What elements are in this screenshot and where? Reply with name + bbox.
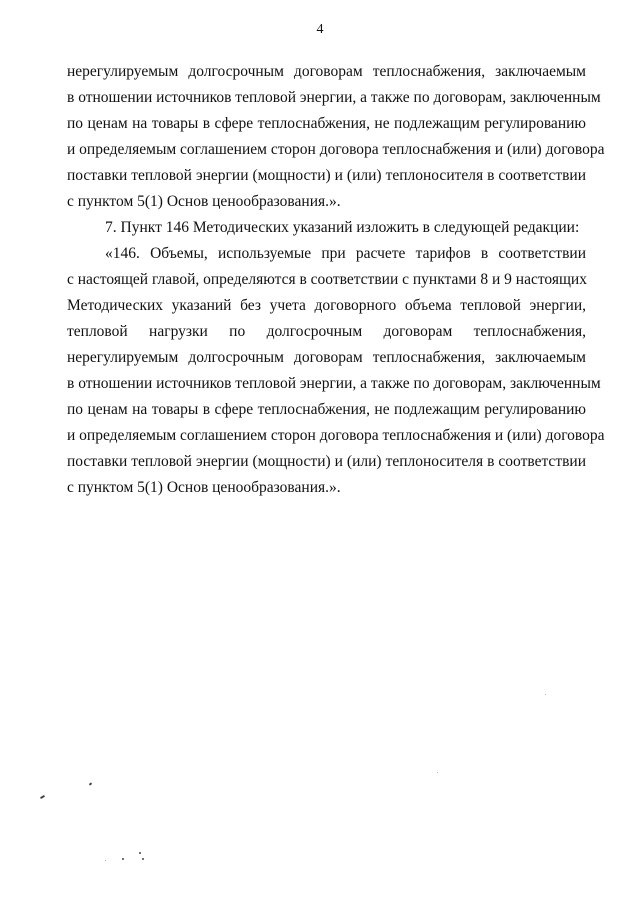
text-line: тепловой нагрузки по долгосрочным договорам теплоснабжения, — [67, 323, 586, 340]
text-line: Методических указаний без учета договорного объема тепловой энергии, — [67, 297, 586, 314]
scan-speck — [105, 860, 106, 861]
text-line: нерегулируемым долгосрочным договорам теплоснабжения, заключаемым — [67, 63, 586, 80]
scan-speck — [545, 694, 546, 695]
text-line: поставки тепловой энергии (мощности) и (или) теплоносителя в соответствии — [67, 453, 586, 470]
scan-speck — [437, 772, 438, 773]
text-line: в отношении источников тепловой энергии, а также по договорам, заключенным — [67, 89, 601, 106]
scan-speck — [142, 858, 144, 860]
text-line: в отношении источников тепловой энергии, а также по договорам, заключенным — [67, 375, 601, 392]
text-line: и определяемым соглашением сторон договора теплоснабжения и (или) договора — [67, 141, 605, 158]
scan-speck — [89, 782, 93, 785]
text-line: поставки тепловой энергии (мощности) и (или) теплоносителя в соответствии — [67, 167, 586, 184]
text-line: по ценам на товары в сфере теплоснабжения, не подлежащим регулированию — [67, 115, 586, 132]
text-line: нерегулируемым долгосрочным договорам теплоснабжения, заключаемым — [67, 349, 586, 366]
paragraph-heading-line: 7. Пункт 146 Методических указаний изложить в следующей редакции: — [105, 219, 580, 236]
text-line: по ценам на товары в сфере теплоснабжения, не подлежащим регулированию — [67, 401, 586, 418]
scan-speck — [40, 795, 45, 799]
text-line: «146. Объемы, используемые при расчете тарифов в соответствии — [105, 245, 586, 262]
text-line: с настоящей главой, определяются в соответствии с пунктами 8 и 9 настоящих — [67, 271, 587, 288]
scan-speck — [139, 852, 141, 854]
scan-speck — [122, 858, 124, 860]
text-line: с пунктом 5(1) Основ ценообразования.». — [67, 479, 341, 496]
page-number: 4 — [316, 22, 324, 37]
text-line: с пунктом 5(1) Основ ценообразования.». — [67, 193, 341, 210]
text-line: и определяемым соглашением сторон договора теплоснабжения и (или) договора — [67, 427, 605, 444]
